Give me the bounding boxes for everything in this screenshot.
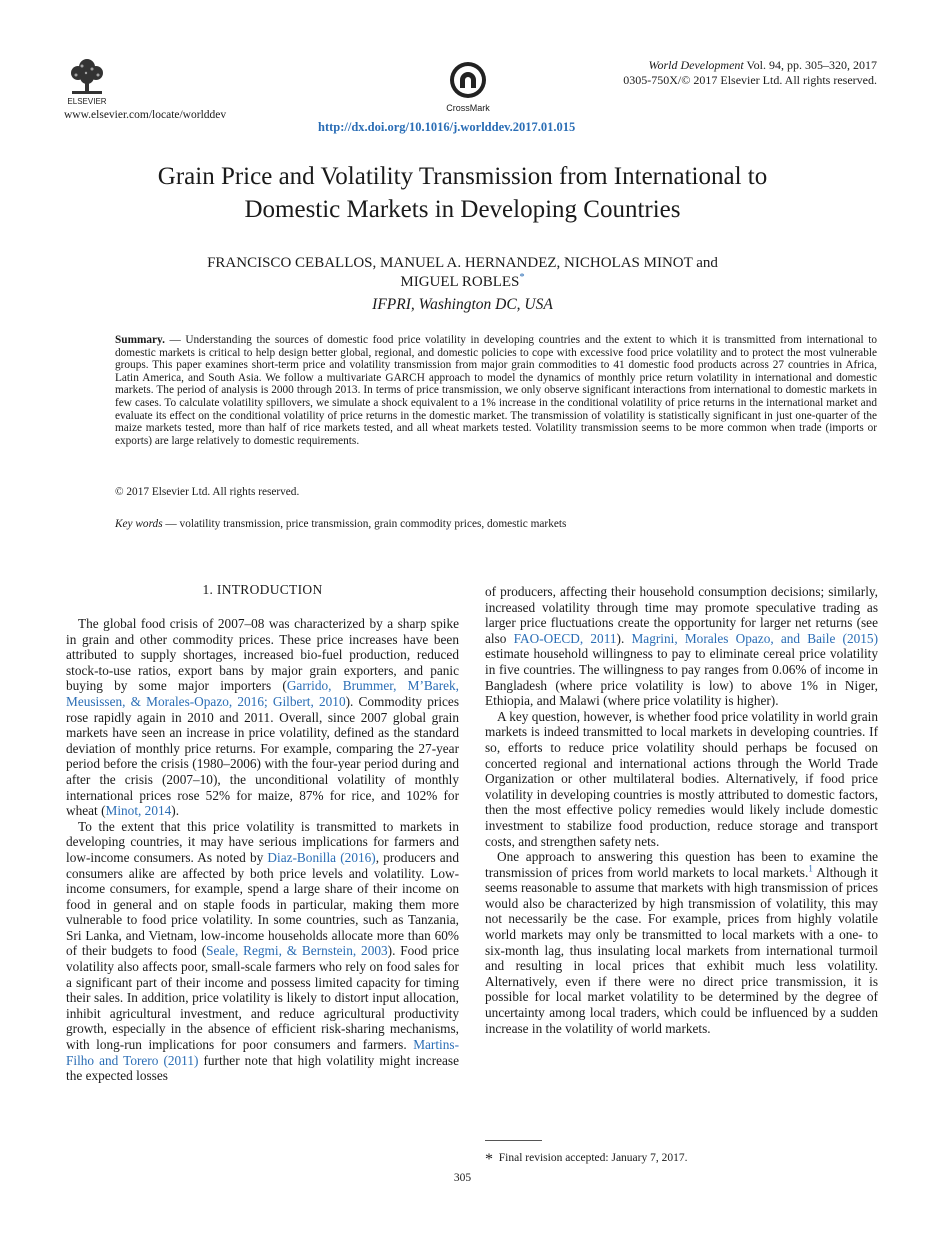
text-run: One approach to answering this question has been to examine the transmission of prices from world markets to local markets. xyxy=(485,849,878,880)
elsevier-tree-icon xyxy=(64,57,110,107)
authors-line-2: MIGUEL ROBLES xyxy=(400,274,520,290)
journal-rights: 0305-750X/© 2017 Elsevier Ltd. All rights reserved. xyxy=(623,73,877,87)
citation-link[interactable]: Martins-Filho and Torero (2011) xyxy=(66,1037,459,1068)
keywords-text: — volatility transmission, price transmission, grain commodity prices, domestic markets xyxy=(162,518,567,530)
svg-text:ELSEVIER: ELSEVIER xyxy=(67,97,107,106)
section-heading: 1. INTRODUCTION xyxy=(202,582,323,597)
site-url[interactable]: www.elsevier.com/locate/worlddev xyxy=(64,109,227,121)
summary-text: — Understanding the sources of domestic food price volatility in developing countries and the extent to which it is transmitted from international to domestic markets is critical to help design better global, regional, and domestic policies to cope with excessive food price volatility and to protect the most vulnerable groups. This paper examines short-term price and volatility transmission from major grain commodities to 41 domestic food products across 27 countries in Africa, Latin America, and South Asia. We follow a multivariate GARCH approach to model the dynamics of monthly price return volatility in international and domestic markets. The period of analysis is 2000 through 2013. In terms of price transmission, we only observe significant interactions from international to domestic markets in few cases. To calculate volatility spillovers, we simulate a shock equivalent to a 1% increase in the conditional volatility of price returns in the international market and evaluate its effect on the conditional volatility of price returns in the domestic market. The transmission of volatility is statistically significant in just one-quarter of the maize markets tested, more than half of rice markets tested, and all wheat markets tested. Volatility transmission seems to be more common when trade (imports or exports) are large relatively to domestic requirements. xyxy=(115,334,877,447)
keywords xyxy=(115,518,566,530)
page-number: 305 xyxy=(453,1172,472,1184)
paragraph xyxy=(66,616,459,819)
summary-label: Summary. xyxy=(115,334,165,346)
paragraph xyxy=(485,584,878,709)
paragraph: A key question, however, is whether food price volatility in world grain markets is indeed transmitted to local markets in developing countries. If so, efforts to reduce price volatility should perhaps be focused on concerted regional and international actions through the World Trade Organization or other multilateral bodies. Alternatively, if food price volatility in developing countries is mostly attributed to domestic factors, then the most effective policy remedies would likely include domestic investment to stabilize food production, reduce storage and transport costs, and strengthen safety nets. xyxy=(485,708,878,849)
footnote-mark: * xyxy=(485,1151,493,1168)
elsevier-logo xyxy=(64,57,110,107)
abstract xyxy=(115,334,877,447)
doi-link[interactable]: http://dx.doi.org/10.1016/j.worlddev.2017.01.015 xyxy=(318,120,576,134)
journal-name: World Development xyxy=(648,58,744,72)
footnote-text: Final revision accepted: January 7, 2017. xyxy=(498,1152,688,1164)
journal-info xyxy=(623,58,877,88)
journal-volume: Vol. 94, pp. 305–320, 2017 xyxy=(743,58,877,72)
column-right xyxy=(485,584,878,1036)
citation-link[interactable]: Minot, 2014 xyxy=(105,803,172,819)
text-run: , producers and consumers alike are affected by both price levels and volatility. Low-income consumers, for example, spend a large share of their income on food in general and on staple foods in particular, making them more vulnerable to food price volatility. In some countries, such as Tanzania, Sri Lanka, and Vietnam, low-income households allocate more than 60% of their budgets to food ( xyxy=(66,849,459,959)
text-run: ). xyxy=(616,630,632,646)
author-list xyxy=(60,254,865,292)
text-run: ). xyxy=(171,803,180,819)
text-run: The global food crisis of 2007–08 was characterized by a sharp spike in grain and other commodity prices. These price increases have been attributed to supply shortages, increased bio-fuel production, reduced stock-to-use ratios, export bans by major grain exporters, and panic buying by some major importers ( xyxy=(66,616,459,694)
paragraph xyxy=(66,819,459,1084)
citation-link[interactable]: Diaz-Bonilla (2016) xyxy=(267,849,376,865)
text-run: ). Commodity prices rose rapidly again in 2010 and 2011. Overall, since 2007 global grain markets have seen an increase in price volatility, defined as the standard deviation of monthly price returns. For example, comparing the 27-year period before the crisis (1980–2006) with the four-year period during and after the crisis (2007–10), the unconditional volatility of monthly international prices rose 52% for maize, 87% for rice, and 102% for wheat ( xyxy=(66,693,460,819)
title-line-1: Grain Price and Volatility Transmission from International to xyxy=(157,163,768,190)
text-run: Although it seems reasonable to assume that markets with high transmission of prices would also be characterized by high transmission of volatility, this may not necessarily be the case. For example, prices from highly volatile world markets may only be transmitted to local markets with a one- to six-month lag, thus insulating local markets from international turmoil and resulting in local prices that exhibit much less volatility. Alternatively, even if there were no direct price transmission, it is possible for local market volatility to be determined by the degree of uncertainty among local traders, which could be influenced by a sudden increase in the volatility of world markets. xyxy=(485,864,878,1036)
crossmark-label: CrossMark xyxy=(446,103,490,113)
citation-link[interactable]: FAO-OECD, 2011 xyxy=(513,630,617,646)
crossmark-icon xyxy=(448,60,488,102)
text-run: To the extent that this price volatility is transmitted to markets in developing countries, it may have serious implications for farmers and low-income consumers. As noted by xyxy=(66,818,459,865)
keywords-label: Key words xyxy=(115,518,163,530)
text-run: estimate household willingness to pay to eliminate cereal price volatility in five countries. The willingness to pay ranges from 0.06% of income in Bangladesh (where price volatility is low) to above 1% in Niger, Ethiopia, and Malawi (where price volatility is higher). xyxy=(485,646,878,709)
authors-line-1: FRANCISCO CEBALLOS, MANUEL A. HERNANDEZ, NICHOLAS MINOT and xyxy=(207,255,718,271)
column-left xyxy=(66,616,459,1084)
title-line-2: Domestic Markets in Developing Countries xyxy=(244,196,681,223)
citation-link[interactable]: Garrido, Brummer, M’Barek, Meusissen, & Morales-Opazo, 2016; Gilbert, 2010 xyxy=(66,678,460,709)
copyright: © 2017 Elsevier Ltd. All rights reserved. xyxy=(115,486,300,498)
article-title xyxy=(60,160,865,226)
footnote-ref[interactable]: 1 xyxy=(808,864,813,875)
citation-link[interactable]: Magrini, Morales Opazo, and Baile (2015) xyxy=(631,630,879,646)
text-run: ). Food price volatility also affects poor, small-scale farmers who rely on food sales for a significant part of their income and possess limited capacity for timing their sales. In addition, price volatility is likely to distort input allocation, inhibit agricultural investment, and reduce agricultural productivity growth, especially in the absence of efficient risk-sharing mechanisms, with long-run implications for poor consumers and farmers. xyxy=(66,943,459,1053)
citation-link[interactable]: Seale, Regmi, & Bernstein, 2003 xyxy=(206,943,388,959)
text-run: further note that high volatility might increase the expected losses xyxy=(66,1052,460,1084)
paragraph xyxy=(485,849,878,1036)
text-run: of producers, affecting their household consumption decisions; similarly, increased volatility through time may promote speculative trading as larger price fluctuations create the opportunity for larger net returns (see also xyxy=(485,584,878,646)
footnote-divider xyxy=(485,1140,542,1141)
affiliation: IFPRI, Washington DC, USA xyxy=(372,296,553,313)
footnote xyxy=(485,1151,688,1169)
author-footnote-mark[interactable]: * xyxy=(519,272,525,283)
